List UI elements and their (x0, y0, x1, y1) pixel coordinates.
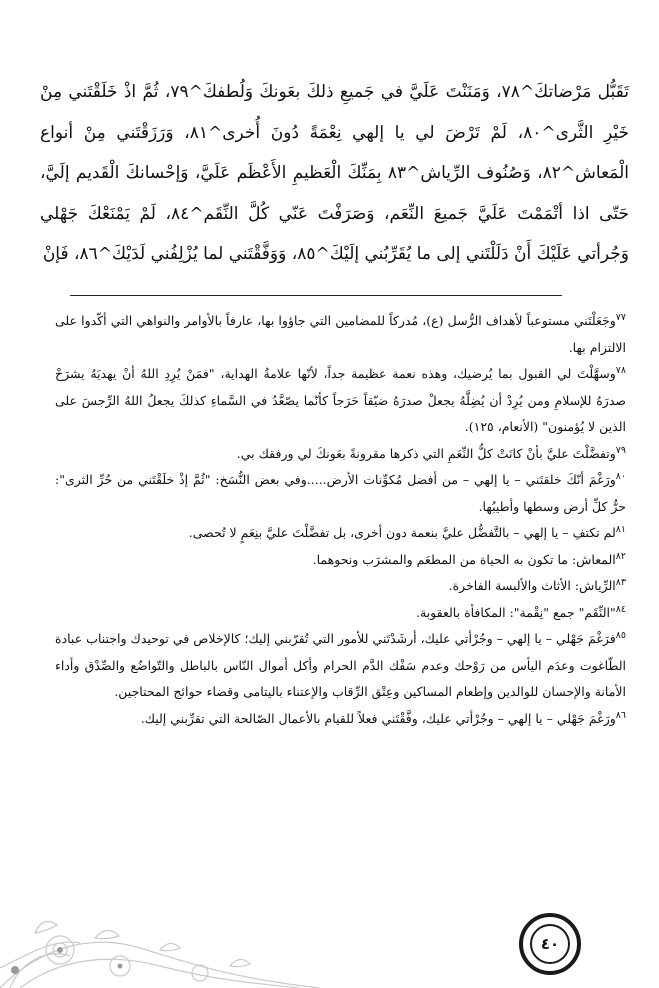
footnote (55, 573, 626, 600)
footnote-text: المعاش: ما تكون به الحياة من المطعَم والمشرَب ونحوهما. (312, 551, 616, 567)
footnote (55, 626, 626, 706)
footnote-text: "النِّقَم" جمع "نِقْمة": المكافأة بالعقوبة. (416, 604, 616, 620)
footnote (55, 706, 626, 733)
footnote-number: ٧٨ (615, 364, 626, 376)
footnote-text: ورَغْمَ جَهْلي – يا إلهي – وجُرْأتي عليك، وفَّقْتَني فعلاً للقيام بالأعمال الصّالحة التي تقرِّبني إليك. (140, 710, 616, 726)
footnote-number: ٨٦ (615, 709, 626, 721)
footnote (55, 308, 626, 361)
footnote-text: لم تكتفِ – يا إلهي – بالتَّفضُّل عليَّ بنعمة دون أخرى، بل تفضَّلْتَ عليَّ بنِعَمٍ لا تُحصى. (188, 525, 616, 540)
footnote-separator (70, 295, 562, 296)
footnote-number: ٧٧ (615, 311, 626, 323)
footnote-text: الرِّياش: الأثاث والألبسة الفاخرة. (448, 578, 616, 593)
footnote-text: ورَغْمَ أنّكَ خلقتَني – يا إلهي – من أفضل مُكوِّنات الأرض.....وفي بعض النُّسَخ: "ثُمَّ إذْ خلَقْتَني من حُرِّ الثرى": حرُّ كلِّ أرض وسطها وأطيبُها. (55, 472, 626, 514)
footnote (55, 600, 626, 627)
footnote-text: فرَغْمَ جَهْلي – يا إلهي – وجُرْأتي عليك، أرشَدْتَني للأمور التي تُقرّبني إليك؛ كالإخلاص في توحيدك واجتناب عبادة الطّاغوت وعدَم اليأس من رَوْحك وعدم سَفْك الدَّم الحرام وأكل أموال النّاس بالباطل والتّواضُع والصِّدْق وأداء الأمانة والإحسان للوالدين وإطعام المساكين وعِتْق الرِّقاب والإعتناء باليتامى وقضاء حوائج المحتاجين. (55, 631, 626, 699)
main-text-block (40, 72, 629, 275)
footnote-number: ٨٤ (615, 603, 626, 615)
footnotes-block (55, 308, 626, 732)
page-number-badge (519, 913, 581, 975)
footnote-number: ٨١ (615, 523, 626, 535)
footnote (55, 520, 626, 547)
footnote-number: ٨٣ (615, 576, 626, 588)
footnote (55, 467, 626, 520)
footnote-number: ٨٠ (615, 470, 626, 482)
main-paragraph: تَقَبُّل مَرْضاتكَ^٧٨، وَمَنَنْتَ عَلَيَّ في جَميعِ ذلكَ بعَونكَ وَلُطفكَ^٧٩، ثُمَّ اذْ خَلَقْتَني مِنْ خَيْرِ الثَّرى^٨٠، لَمْ تَرْضَ لي يا إلهي نِعْمَةً دُونَ أُخرى^٨١، وَرَزَقْتَني مِنْ أنواع الْمَعاش^٨٢، وَصُنُوف الرِّياش^٨٣ بِمَنِّكَ الْعَظيمِ الأَعْظَم عَلَيَّ، وَإحْسانكَ الْقَديم إلَيَّ، حَتّى اذا أتْمَمْتَ عَلَيَّ جَميعَ النِّعَم، وَصَرَفْتَ عَنّي كُلَّ النِّقَم^٨٤، لَمْ يَمْنَعْكَ جَهْلي وَجُرأتي عَلَيْكَ أَنْ دَلَلْتَني إلى ما يُقَرِّبُني إلَيْكَ^٨٥، وَوَفَّقْتَني لما يُزْلِفُني لَدَيْكَ^٨٦، فَإنْ (40, 82, 629, 264)
footnote-number: ٨٢ (615, 550, 626, 562)
floral-ornament (0, 838, 330, 988)
footnote (55, 547, 626, 574)
footnote-text: وسهَّلْتَ لي القبول بما يُرضيك، وهذه نعمة عظيمة جداً، لأنّها علامةُ الهداية، "فمَنْ يُرِدِ اللهُ أنْ يهديَهُ يشرَحْ صدرَهُ للإسلامِ ومن يُرِدْ أن يُضِلَّهُ يجعلْ صدرَهُ ضيّقاً حَرَجاً كأنّما يصّعَّدُ في السَّماءِ كذلكَ يجعلُ اللهُ الرِّجسَ على الذين لا يُؤمنون" (الأنعام، ١٢٥). (55, 366, 626, 434)
footnote-number: ٨٥ (615, 629, 626, 641)
footnote (55, 441, 626, 468)
footnote-number: ٧٩ (615, 444, 626, 456)
footnote-text: وتفضَّلْتَ عليَّ بأنْ كانَتْ كلُّ النِّعَمِ التي ذكرها مقرونةً بعَونكَ لي ورفقك بي. (236, 445, 616, 461)
page-number: ٤٠ (530, 924, 570, 964)
footnote (55, 361, 626, 441)
footnote-text: وجَعَلْتَني مستوعباً لأهداف الرُّسل (ع)، مُدركاً للمضامين التي جاؤوا بها، عارفاً بالأوامر والنواهي التي أكّدوا على الالتزام بها. (55, 313, 626, 355)
